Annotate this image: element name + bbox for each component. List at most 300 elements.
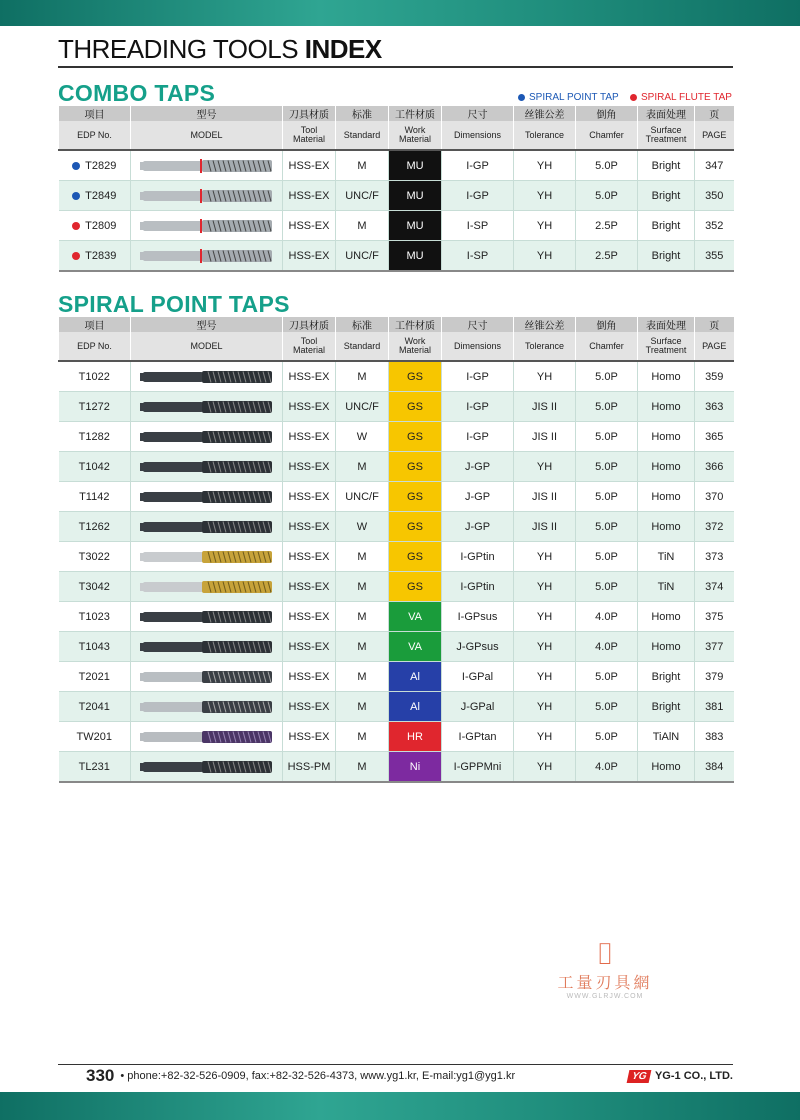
column-header-cn: 丝锥公差	[514, 317, 576, 332]
edp-number: T2041	[78, 700, 110, 713]
page-cell: 372	[695, 512, 734, 542]
tolerance-cell: YH	[514, 632, 576, 662]
spiral-point-tap-icon	[140, 368, 274, 386]
column-header-en: Tolerance	[514, 121, 576, 150]
edp-cell	[59, 512, 131, 542]
standard-cell: M	[336, 692, 389, 722]
chamfer-cell: 5.0P	[576, 722, 638, 752]
dimensions-cell: I-GPtin	[442, 542, 514, 572]
page-number: 330	[86, 1066, 115, 1085]
tool-material-cell: HSS-EX	[283, 241, 336, 272]
tool-material-cell: HSS-EX	[283, 211, 336, 241]
surface-treatment-cell: Homo	[638, 512, 695, 542]
model-cell	[131, 662, 283, 692]
column-header-en: Surface Treatment	[638, 121, 695, 150]
spiral-flute-tap-icon	[140, 247, 274, 265]
blue-dot-icon	[518, 94, 525, 101]
table-row	[59, 361, 734, 392]
page-cell: 363	[695, 392, 734, 422]
standard-cell: M	[336, 662, 389, 692]
dimensions-cell: I-GPPMni	[442, 752, 514, 783]
column-header-cn: 表面处理	[638, 317, 695, 332]
edp-number: T1262	[78, 520, 110, 533]
surface-treatment-cell: TiAlN	[638, 722, 695, 752]
spiral-point-tap-icon	[140, 157, 274, 175]
table-row	[59, 181, 734, 211]
edp-cell	[59, 422, 131, 452]
column-header-en: Tolerance	[514, 332, 576, 361]
model-cell	[131, 452, 283, 482]
yg-logo-icon: YG	[626, 1070, 651, 1083]
tolerance-cell: YH	[514, 572, 576, 602]
table-row	[59, 752, 734, 783]
surface-treatment-cell: Homo	[638, 422, 695, 452]
work-material-badge: VA	[389, 602, 442, 632]
spiral-point-taps-title: SPIRAL POINT TAPS	[58, 291, 290, 317]
surface-treatment-cell: Bright	[638, 211, 695, 241]
column-header-cn: 工件材质	[389, 106, 442, 121]
watermark	[540, 940, 670, 1000]
page-cell: 370	[695, 482, 734, 512]
column-header-en: Work Material	[389, 332, 442, 361]
edp-cell	[59, 692, 131, 722]
tool-material-cell: HSS-EX	[283, 602, 336, 632]
tolerance-cell: YH	[514, 722, 576, 752]
edp-number: T1272	[78, 400, 110, 413]
model-cell	[131, 361, 283, 392]
dimensions-cell: J-GP	[442, 452, 514, 482]
contact-info: • phone:+82-32-526-0909, fax:+82-32-526-4373, www.yg1.kr, E-mail:yg1@yg1.kr	[120, 1070, 516, 1082]
chamfer-cell: 5.0P	[576, 692, 638, 722]
table-row	[59, 542, 734, 572]
header-row-cn	[59, 106, 734, 121]
column-header-cn: 型号	[131, 106, 283, 121]
column-header-en: Standard	[336, 332, 389, 361]
table-row	[59, 662, 734, 692]
combo-taps-title: COMBO TAPS	[58, 80, 216, 106]
column-header-en: Tool Material	[283, 332, 336, 361]
tolerance-cell: JIS II	[514, 392, 576, 422]
spiral-flute-tap-icon	[140, 217, 274, 235]
tolerance-cell: YH	[514, 662, 576, 692]
tool-material-cell: HSS-EX	[283, 662, 336, 692]
column-header-en: MODEL	[131, 332, 283, 361]
dimensions-cell: I-GP	[442, 422, 514, 452]
column-header-cn: 项目	[59, 317, 131, 332]
work-material-badge: GS	[389, 542, 442, 572]
dimensions-cell: J-GP	[442, 482, 514, 512]
table-row	[59, 211, 734, 241]
dimensions-cell: I-GPtan	[442, 722, 514, 752]
surface-treatment-cell: Homo	[638, 361, 695, 392]
edp-number: T1022	[78, 370, 110, 383]
edp-cell	[59, 602, 131, 632]
edp-number: T1042	[78, 460, 110, 473]
chamfer-cell: 5.0P	[576, 572, 638, 602]
edp-number: T1142	[79, 490, 110, 503]
edp-cell	[59, 452, 131, 482]
model-cell	[131, 692, 283, 722]
table-row	[59, 722, 734, 752]
watermark-text: 工量刃具網	[557, 975, 653, 992]
table-row	[59, 241, 734, 272]
page-cell: 352	[695, 211, 734, 241]
tool-material-cell: HSS-EX	[283, 392, 336, 422]
tolerance-cell: JIS II	[514, 512, 576, 542]
model-cell	[131, 422, 283, 452]
standard-cell: W	[336, 512, 389, 542]
tool-material-cell: HSS-EX	[283, 692, 336, 722]
red-dot-icon	[630, 94, 637, 101]
edp-cell	[59, 542, 131, 572]
edp-number: TW201	[76, 730, 112, 743]
edp-cell	[59, 662, 131, 692]
table-row	[59, 572, 734, 602]
tolerance-cell: YH	[514, 181, 576, 211]
surface-treatment-cell: Homo	[638, 482, 695, 512]
tool-material-cell: HSS-EX	[283, 722, 336, 752]
blue-dot-icon	[72, 162, 80, 170]
model-cell	[131, 542, 283, 572]
surface-treatment-cell: Bright	[638, 150, 695, 181]
page-cell: 379	[695, 662, 734, 692]
combo-taps-table	[58, 106, 734, 272]
tolerance-cell: YH	[514, 241, 576, 272]
column-header-cn: 丝锥公差	[514, 106, 576, 121]
page-cell: 347	[695, 150, 734, 181]
tool-material-cell: HSS-EX	[283, 361, 336, 392]
dimensions-cell: J-GP	[442, 512, 514, 542]
standard-cell: M	[336, 211, 389, 241]
page-cell: 366	[695, 452, 734, 482]
edp-cell	[59, 211, 131, 241]
bottom-band	[0, 1092, 800, 1120]
standard-cell: UNC/F	[336, 392, 389, 422]
model-cell	[131, 602, 283, 632]
page-cell: 384	[695, 752, 734, 783]
column-header-cn: 标准	[336, 106, 389, 121]
work-material-badge: MU	[389, 211, 442, 241]
standard-cell: M	[336, 572, 389, 602]
column-header-en: PAGE	[695, 121, 734, 150]
edp-cell	[59, 241, 131, 272]
surface-treatment-cell: Homo	[638, 392, 695, 422]
work-material-badge: GS	[389, 572, 442, 602]
spiral-point-tap-icon	[140, 398, 274, 416]
model-cell	[131, 512, 283, 542]
model-cell	[131, 632, 283, 662]
edp-number: T1043	[78, 640, 110, 653]
edp-number: T1023	[78, 610, 110, 623]
page-cell: 355	[695, 241, 734, 272]
work-material-badge: GS	[389, 452, 442, 482]
edp-cell	[59, 181, 131, 211]
edp-cell	[59, 722, 131, 752]
edp-cell	[59, 572, 131, 602]
column-header-en: Tool Material	[283, 121, 336, 150]
watermark-logo-icon: ⌷	[596, 938, 614, 971]
tool-material-cell: HSS-EX	[283, 150, 336, 181]
work-material-badge: GS	[389, 482, 442, 512]
page-cell: 373	[695, 542, 734, 572]
footer	[86, 1066, 733, 1086]
column-header-cn: 刀具材质	[283, 106, 336, 121]
header-row-cn	[59, 317, 734, 332]
page-cell: 359	[695, 361, 734, 392]
dimensions-cell: I-GPal	[442, 662, 514, 692]
dimensions-cell: J-GPal	[442, 692, 514, 722]
model-cell	[131, 241, 283, 272]
dimensions-cell: I-GPsus	[442, 602, 514, 632]
chamfer-cell: 5.0P	[576, 361, 638, 392]
column-header-cn: 型号	[131, 317, 283, 332]
work-material-badge: GS	[389, 392, 442, 422]
work-material-badge: Al	[389, 692, 442, 722]
blue-dot-icon	[72, 192, 80, 200]
chamfer-cell: 5.0P	[576, 662, 638, 692]
column-header-en: Chamfer	[576, 121, 638, 150]
standard-cell: M	[336, 752, 389, 783]
surface-treatment-cell: Homo	[638, 752, 695, 783]
column-header-en: Dimensions	[442, 332, 514, 361]
spiral-point-taps-table	[58, 317, 734, 783]
spiral-point-tap-icon	[140, 698, 274, 716]
spiral-point-tap-icon	[140, 548, 274, 566]
tool-material-cell: HSS-EX	[283, 512, 336, 542]
model-cell	[131, 722, 283, 752]
work-material-badge: VA	[389, 632, 442, 662]
surface-treatment-cell: Bright	[638, 181, 695, 211]
column-header-cn: 刀具材质	[283, 317, 336, 332]
column-header-cn: 页	[695, 317, 734, 332]
edp-cell	[59, 482, 131, 512]
edp-cell	[59, 752, 131, 783]
dimensions-cell: I-GP	[442, 392, 514, 422]
spiral-point-tap-icon	[140, 728, 274, 746]
dimensions-cell: I-SP	[442, 211, 514, 241]
column-header-cn: 工件材质	[389, 317, 442, 332]
page-cell: 377	[695, 632, 734, 662]
tool-material-cell: HSS-EX	[283, 632, 336, 662]
standard-cell: UNC/F	[336, 181, 389, 211]
chamfer-cell: 4.0P	[576, 602, 638, 632]
spiral-point-tap-icon	[140, 428, 274, 446]
column-header-en: Standard	[336, 121, 389, 150]
column-header-en: Chamfer	[576, 332, 638, 361]
dimensions-cell: I-GP	[442, 361, 514, 392]
table-row	[59, 692, 734, 722]
model-cell	[131, 482, 283, 512]
surface-treatment-cell: TiN	[638, 542, 695, 572]
edp-number: T3042	[78, 580, 110, 593]
tolerance-cell: YH	[514, 752, 576, 783]
table-row	[59, 632, 734, 662]
tolerance-cell: YH	[514, 211, 576, 241]
dimensions-cell: I-GP	[442, 150, 514, 181]
surface-treatment-cell: Bright	[638, 662, 695, 692]
edp-number: T2839	[85, 249, 117, 262]
chamfer-cell: 5.0P	[576, 181, 638, 211]
chamfer-cell: 4.0P	[576, 752, 638, 783]
page-cell: 374	[695, 572, 734, 602]
top-band	[0, 0, 800, 26]
header-row-en	[59, 121, 734, 150]
chamfer-cell: 5.0P	[576, 482, 638, 512]
column-header-cn: 尺寸	[442, 317, 514, 332]
edp-number: T2849	[85, 189, 117, 202]
chamfer-cell: 5.0P	[576, 512, 638, 542]
column-header-cn: 标准	[336, 317, 389, 332]
edp-number: T1282	[78, 430, 110, 443]
column-header-cn: 页	[695, 106, 734, 121]
tolerance-cell: YH	[514, 602, 576, 632]
page-cell: 381	[695, 692, 734, 722]
model-cell	[131, 572, 283, 602]
surface-treatment-cell: Homo	[638, 452, 695, 482]
column-header-en: Work Material	[389, 121, 442, 150]
column-header-cn: 表面处理	[638, 106, 695, 121]
standard-cell: M	[336, 602, 389, 632]
edp-cell	[59, 361, 131, 392]
column-header-en: Surface Treatment	[638, 332, 695, 361]
company-block	[628, 1070, 733, 1083]
standard-cell: M	[336, 361, 389, 392]
edp-cell	[59, 150, 131, 181]
legend-spiral-flute-label: SPIRAL FLUTE TAP	[641, 92, 732, 103]
page-title: THREADING TOOLS INDEX	[58, 34, 382, 64]
tolerance-cell: JIS II	[514, 482, 576, 512]
model-cell	[131, 752, 283, 783]
spiral-point-tap-icon	[140, 758, 274, 776]
standard-cell: W	[336, 422, 389, 452]
standard-cell: UNC/F	[336, 482, 389, 512]
edp-cell	[59, 632, 131, 662]
chamfer-cell: 5.0P	[576, 542, 638, 572]
chamfer-cell: 5.0P	[576, 452, 638, 482]
spiral-point-tap-icon	[140, 458, 274, 476]
tool-material-cell: HSS-EX	[283, 422, 336, 452]
work-material-badge: GS	[389, 422, 442, 452]
spiral-point-tap-icon	[140, 608, 274, 626]
spiral-point-tap-icon	[140, 518, 274, 536]
surface-treatment-cell: Bright	[638, 241, 695, 272]
model-cell	[131, 211, 283, 241]
table-row	[59, 512, 734, 542]
company-name: YG-1 CO., LTD.	[654, 1070, 733, 1082]
red-dot-icon	[72, 252, 80, 260]
standard-cell: M	[336, 722, 389, 752]
title-rule	[58, 66, 733, 68]
edp-cell	[59, 392, 131, 422]
work-material-badge: MU	[389, 181, 442, 211]
edp-number: T2829	[85, 159, 117, 172]
work-material-badge: GS	[389, 361, 442, 392]
tool-material-cell: HSS-EX	[283, 181, 336, 211]
surface-treatment-cell: Bright	[638, 692, 695, 722]
column-header-en: EDP No.	[59, 121, 131, 150]
legend-spiral-point-label: SPIRAL POINT TAP	[529, 92, 619, 103]
spiral-point-tap-icon	[140, 187, 274, 205]
column-header-cn: 倒角	[576, 106, 638, 121]
spiral-point-tap-icon	[140, 668, 274, 686]
tool-material-cell: HSS-PM	[283, 752, 336, 783]
column-header-cn: 项目	[59, 106, 131, 121]
header-row-en	[59, 332, 734, 361]
dimensions-cell: I-GP	[442, 181, 514, 211]
chamfer-cell: 5.0P	[576, 150, 638, 181]
tolerance-cell: YH	[514, 692, 576, 722]
work-material-badge: HR	[389, 722, 442, 752]
page-cell: 365	[695, 422, 734, 452]
tool-material-cell: HSS-EX	[283, 542, 336, 572]
standard-cell: UNC/F	[336, 241, 389, 272]
work-material-badge: MU	[389, 150, 442, 181]
work-material-badge: Al	[389, 662, 442, 692]
footer-rule	[58, 1064, 733, 1065]
model-cell	[131, 181, 283, 211]
surface-treatment-cell: Homo	[638, 602, 695, 632]
table-row	[59, 452, 734, 482]
table-row	[59, 422, 734, 452]
dimensions-cell: I-GPtin	[442, 572, 514, 602]
chamfer-cell: 5.0P	[576, 392, 638, 422]
edp-number: T2809	[85, 219, 117, 232]
chamfer-cell: 2.5P	[576, 211, 638, 241]
edp-number: T2021	[78, 670, 110, 683]
column-header-en: MODEL	[131, 121, 283, 150]
table-row	[59, 150, 734, 181]
work-material-badge: Ni	[389, 752, 442, 783]
red-dot-icon	[72, 222, 80, 230]
dimensions-cell: J-GPsus	[442, 632, 514, 662]
legend-spiral-point	[518, 92, 619, 103]
tolerance-cell: YH	[514, 452, 576, 482]
work-material-badge: MU	[389, 241, 442, 272]
legend-spiral-flute	[630, 92, 732, 103]
table-row	[59, 392, 734, 422]
tolerance-cell: JIS II	[514, 422, 576, 452]
column-header-en: PAGE	[695, 332, 734, 361]
spiral-point-tap-icon	[140, 578, 274, 596]
work-material-badge: GS	[389, 512, 442, 542]
tool-material-cell: HSS-EX	[283, 482, 336, 512]
tolerance-cell: YH	[514, 361, 576, 392]
standard-cell: M	[336, 452, 389, 482]
column-header-en: Dimensions	[442, 121, 514, 150]
tool-material-cell: HSS-EX	[283, 452, 336, 482]
spiral-point-tap-icon	[140, 638, 274, 656]
watermark-url: WWW.GLRJW.COM	[566, 993, 644, 1000]
column-header-cn: 尺寸	[442, 106, 514, 121]
surface-treatment-cell: TiN	[638, 572, 695, 602]
tolerance-cell: YH	[514, 150, 576, 181]
edp-number: T3022	[78, 550, 110, 563]
edp-number: TL231	[78, 760, 110, 773]
table-row	[59, 602, 734, 632]
model-cell	[131, 150, 283, 181]
tolerance-cell: YH	[514, 542, 576, 572]
standard-cell: M	[336, 542, 389, 572]
model-cell	[131, 392, 283, 422]
tool-material-cell: HSS-EX	[283, 572, 336, 602]
page-cell: 350	[695, 181, 734, 211]
standard-cell: M	[336, 150, 389, 181]
chamfer-cell: 2.5P	[576, 241, 638, 272]
column-header-cn: 倒角	[576, 317, 638, 332]
standard-cell: M	[336, 632, 389, 662]
column-header-en: EDP No.	[59, 332, 131, 361]
page-cell: 375	[695, 602, 734, 632]
